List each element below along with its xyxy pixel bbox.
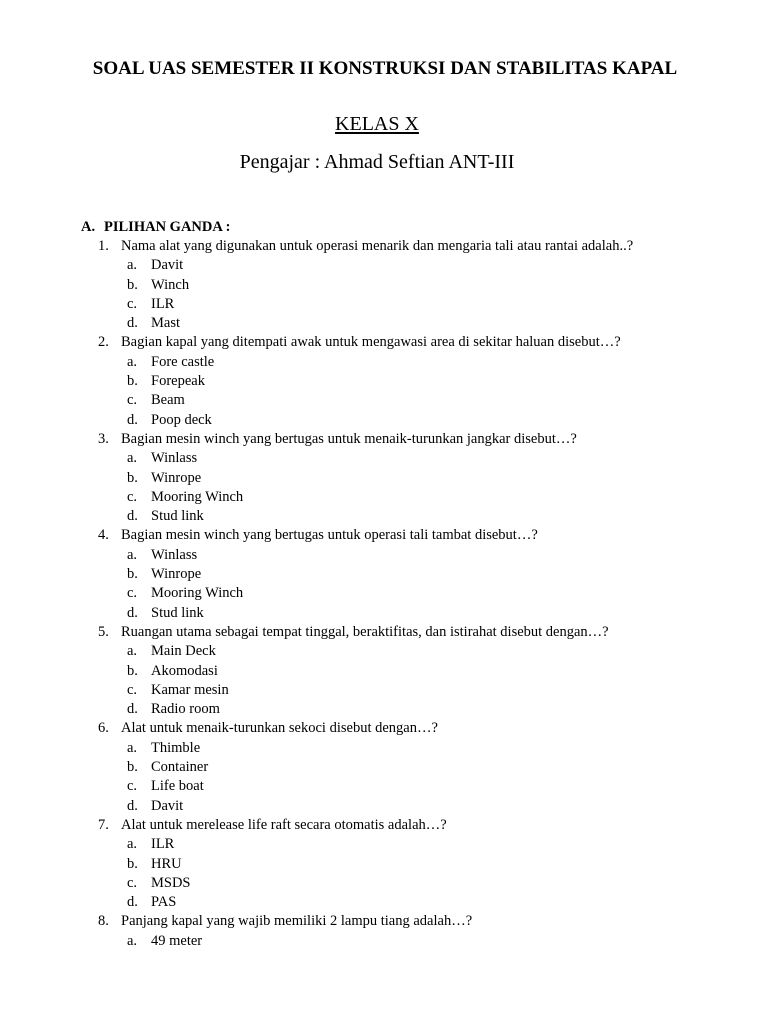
question-item [0, 430, 768, 449]
option-letter: b. [127, 855, 138, 872]
option-text: Poop deck [151, 411, 212, 428]
option-text: Davit [151, 797, 184, 814]
option-text: Container [151, 759, 209, 776]
option-letter: a. [127, 932, 138, 949]
answer-option [0, 758, 768, 777]
class-label: KELAS X [335, 113, 419, 135]
option-text: Life boat [151, 778, 204, 795]
option-letter: d. [127, 894, 138, 911]
section-letter: A. [81, 219, 96, 235]
answer-option [0, 488, 768, 507]
option-text: Stud link [151, 604, 204, 621]
option-letter: a. [127, 739, 138, 756]
answer-option [0, 700, 768, 719]
question-item [0, 526, 768, 545]
question-number: 1. [98, 238, 109, 254]
section-heading [81, 218, 230, 236]
option-text: Akomodasi [151, 662, 218, 679]
answer-option [0, 372, 768, 391]
option-text: PAS [151, 894, 177, 911]
answer-option [0, 507, 768, 526]
option-text: Davit [151, 257, 184, 274]
answer-option [0, 295, 768, 314]
answer-option [0, 681, 768, 700]
option-text: Stud link [151, 508, 204, 525]
option-letter: d. [127, 701, 138, 718]
option-text: Mooring Winch [151, 585, 244, 602]
teacher-line: Pengajar : Ahmad Seftian ANT-III [239, 151, 515, 173]
answer-option [0, 565, 768, 584]
question-item [0, 237, 768, 256]
answer-option [0, 584, 768, 603]
option-letter: d. [127, 797, 138, 814]
option-letter: a. [127, 353, 138, 370]
answer-option [0, 546, 768, 565]
question-item [0, 912, 768, 931]
option-text: Winlass [151, 450, 198, 467]
question-number: 3. [98, 430, 109, 447]
option-letter: d. [127, 604, 138, 621]
question-text: Panjang kapal yang wajib memiliki 2 lampu tiang adalah…? [121, 913, 473, 930]
option-letter: b. [127, 276, 138, 293]
option-letter: c. [127, 392, 138, 409]
option-text: Winrope [151, 566, 202, 583]
option-text: MSDS [151, 874, 191, 891]
answer-option [0, 604, 768, 623]
option-letter: c. [127, 778, 138, 795]
section-title: PILIHAN GANDA : [104, 219, 231, 235]
question-item [0, 719, 768, 738]
question-list [0, 237, 768, 951]
answer-option [0, 662, 768, 681]
question-number: 6. [98, 720, 109, 737]
option-letter: a. [127, 450, 138, 467]
option-letter: a. [127, 836, 138, 853]
answer-option [0, 855, 768, 874]
answer-option [0, 449, 768, 468]
answer-option [0, 353, 768, 372]
option-text: Radio room [151, 701, 220, 718]
option-letter: b. [127, 373, 138, 390]
option-letter: c. [127, 488, 138, 505]
question-item [0, 333, 768, 352]
question-text: Bagian kapal yang ditempati awak untuk mengawasi area di sekitar haluan disebut…? [121, 334, 621, 351]
question-number: 8. [98, 913, 109, 930]
option-letter: c. [127, 874, 138, 891]
option-text: ILR [151, 836, 175, 853]
option-letter: c. [127, 295, 138, 312]
option-text: Main Deck [151, 643, 216, 660]
answer-option [0, 469, 768, 488]
answer-option [0, 874, 768, 893]
question-number: 7. [98, 816, 109, 833]
option-letter: c. [127, 585, 138, 602]
document-title: SOAL UAS SEMESTER II KONSTRUKSI DAN STABILITAS KAPAL [92, 58, 678, 79]
answer-option [0, 411, 768, 430]
question-item [0, 816, 768, 835]
option-text: Winlass [151, 546, 198, 563]
option-letter: a. [127, 257, 138, 274]
answer-option [0, 932, 768, 951]
answer-option [0, 777, 768, 796]
question-item [0, 623, 768, 642]
question-text: Nama alat yang digunakan untuk operasi menarik dan mengaria tali atau rantai adalah..? [121, 238, 634, 254]
option-text: ILR [151, 295, 175, 312]
option-text: 49 meter [151, 932, 203, 949]
option-letter: d. [127, 411, 138, 428]
option-text: Fore castle [151, 353, 215, 370]
question-text: Alat untuk merelease life raft secara otomatis adalah…? [121, 816, 447, 833]
answer-option [0, 256, 768, 275]
answer-option [0, 391, 768, 410]
option-letter: a. [127, 546, 138, 563]
answer-option [0, 739, 768, 758]
question-text: Bagian mesin winch yang bertugas untuk menaik-turunkan jangkar disebut…? [121, 430, 577, 447]
question-number: 5. [98, 623, 109, 640]
answer-option [0, 642, 768, 661]
option-text: HRU [151, 855, 182, 872]
option-letter: b. [127, 759, 138, 776]
option-text: Mast [151, 315, 180, 332]
option-letter: c. [127, 681, 138, 698]
option-text: Mooring Winch [151, 488, 244, 505]
answer-option [0, 835, 768, 854]
class-heading [0, 112, 754, 136]
answer-option [0, 797, 768, 816]
question-text: Bagian mesin winch yang bertugas untuk operasi tali tambat disebut…? [121, 527, 538, 544]
answer-option [0, 893, 768, 912]
option-letter: a. [127, 643, 138, 660]
option-text: Winch [151, 276, 190, 293]
question-text: Alat untuk menaik-turunkan sekoci disebut dengan…? [121, 720, 438, 737]
option-letter: b. [127, 469, 138, 486]
option-letter: d. [127, 508, 138, 525]
question-text: Ruangan utama sebagai tempat tinggal, beraktifitas, dan istirahat disebut dengan…? [121, 623, 609, 640]
option-text: Beam [151, 392, 185, 409]
option-text: Forepeak [151, 373, 205, 390]
option-letter: b. [127, 662, 138, 679]
option-text: Thimble [151, 739, 201, 756]
option-text: Kamar mesin [151, 681, 229, 698]
answer-option [0, 276, 768, 295]
answer-option [0, 314, 768, 333]
question-number: 4. [98, 527, 109, 544]
option-letter: d. [127, 315, 138, 332]
question-number: 2. [98, 334, 109, 351]
option-letter: b. [127, 566, 138, 583]
option-text: Winrope [151, 469, 202, 486]
